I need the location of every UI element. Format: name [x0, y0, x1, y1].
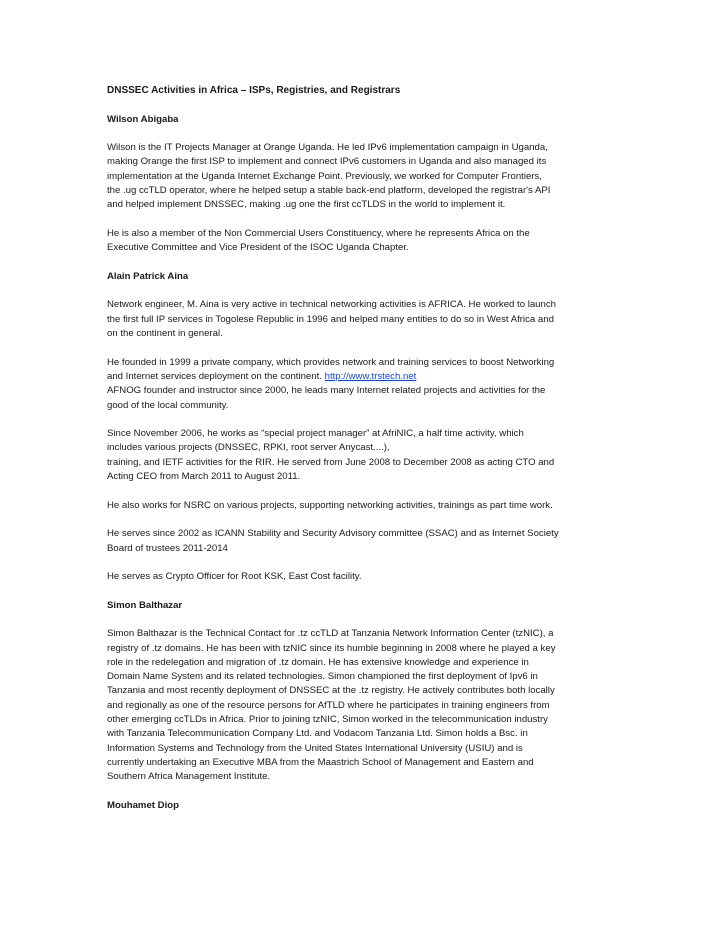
- text-segment: and Internet services deployment on the continent.: [107, 370, 322, 382]
- text-line: training, and IETF activities for the RIR. He served from June 2008 to December 2008 as acting CTO and: [107, 456, 555, 468]
- text-line: Domain Name System and its related technologies. Simon championed the first deployment of Ipv6 in: [107, 671, 538, 683]
- text-line: He serves as Crypto Officer for Root KSK, East Cost facility.: [107, 571, 362, 583]
- bio-paragraph: [107, 298, 627, 341]
- text-line: Acting CEO from March 2011 to August 2011.: [107, 471, 301, 483]
- document-body: [107, 84, 627, 827]
- text-line: Board of trustees 2011-2014: [107, 542, 228, 554]
- text-line: includes various projects (DNSSEC, RPKI, root server Anycast....),: [107, 442, 390, 454]
- text-line: with Tanzania Telecommunication Company Ltd. and Vodacom Tanzania Ltd. Simon holds a Bsc. in: [107, 728, 528, 740]
- text-line: Southern Africa Management Institute.: [107, 771, 271, 783]
- text-line: and regionally as one of the resource persons for AfTLD where he participates in training engineers from: [107, 699, 550, 711]
- text-line: Simon Balthazar is the Technical Contact for .tz ccTLD at Tanzania Network Information Center (tzNIC), a: [107, 628, 554, 640]
- text-line: making Orange the first ISP to implement and connect IPv6 customers in Uganda and also managed its: [107, 156, 547, 168]
- bio-paragraph: [107, 627, 627, 784]
- text-line: Tanzania and most recently deployment of DNSSEC at the .tz registry. He actively contributes both locally: [107, 685, 555, 697]
- text-line: Information Systems and Technology from the United States International University (USIU) and is: [107, 742, 523, 754]
- bio-paragraph: [107, 427, 627, 484]
- text-line: AFNOG founder and instructor since 2000, he leads many Internet related projects and activities for the: [107, 385, 546, 397]
- text-line: He founded in 1999 a private company, which provides network and training services to boost Networking: [107, 356, 555, 368]
- text-line: currently undertaking an Executive MBA from the Maastrich School of Management and Eastern and: [107, 756, 534, 768]
- bio-paragraph: [107, 141, 627, 212]
- document-title: DNSSEC Activities in Africa – ISPs, Registries, and Registrars: [107, 85, 401, 96]
- text-line: He serves since 2002 as ICANN Stability and Security Advisory committee (SSAC) and as Internet Society: [107, 528, 559, 540]
- text-line: He also works for NSRC on various projects, supporting networking activities, trainings as part time work.: [107, 499, 553, 511]
- person-name: Mouhamet Diop: [107, 799, 179, 811]
- person-name: Alain Patrick Aina: [107, 270, 189, 282]
- text-line: Wilson is the IT Projects Manager at Orange Uganda. He led IPv6 implementation campaign in Uganda,: [107, 142, 548, 154]
- text-line-with-link: [107, 370, 627, 384]
- text-line: implementation at the Uganda Internet Exchange Point. Previously, we worked for Computer Frontiers,: [107, 170, 542, 182]
- text-line: Executive Committee and Vice President of the ISOC Uganda Chapter.: [107, 242, 409, 254]
- text-line: He is also a member of the Non Commercial Users Constituency, where he represents Africa on the: [107, 227, 530, 239]
- trstech-link[interactable]: http://www.trstech.net: [324, 370, 417, 382]
- text-line: Since November 2006, he works as “special project manager” at AfriNIC, a half time activity, which: [107, 428, 524, 440]
- bio-paragraph: [107, 227, 627, 256]
- text-line: good of the local community.: [107, 399, 229, 411]
- bio-paragraph: [107, 570, 627, 584]
- text-line: on the continent in general.: [107, 328, 223, 340]
- bio-paragraph: [107, 356, 627, 413]
- text-line: the first full IP services in Togolese Republic in 1996 and helped many entities to do so in West Africa and: [107, 313, 554, 325]
- text-line: Network engineer, M. Aina is very active in technical networking activities is AFRICA. He worked to launch: [107, 299, 556, 311]
- text-line: role in the redelegation and migration of .tz domain. He has extensive knowledge and experience in: [107, 656, 529, 668]
- text-line: and helped implement DNSSEC, making .ug one the first ccTLDS in the world to implement it.: [107, 199, 506, 211]
- bio-paragraph: [107, 527, 627, 556]
- text-line: other emerging ccTLDs in Africa. Prior to joining tzNIC, Simon worked in the telecommunication industry: [107, 714, 548, 726]
- person-name: Simon Balthazar: [107, 599, 183, 611]
- person-name: Wilson Abigaba: [107, 113, 179, 125]
- text-line: registry of .tz domains. He has been with tzNIC since its humble beginning in 2008 where he played a key: [107, 642, 556, 654]
- bio-paragraph: [107, 499, 627, 513]
- text-line: the .ug ccTLD operator, where he helped setup a stable back-end platform, developed the registrar's API: [107, 185, 551, 197]
